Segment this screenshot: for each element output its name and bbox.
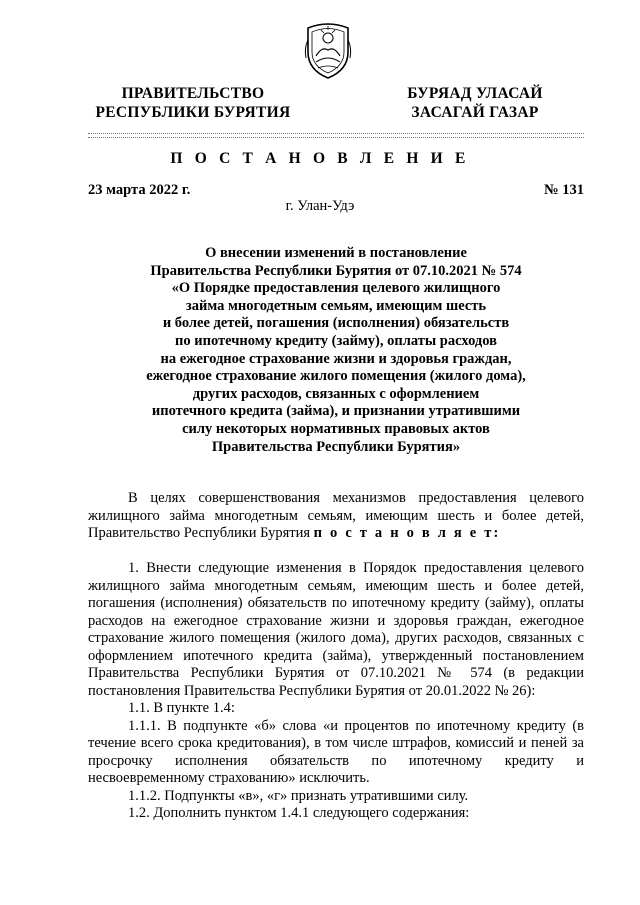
document-date: 23 марта 2022 г.: [88, 182, 191, 198]
document-body: [88, 490, 584, 823]
header-divider-top: [88, 133, 584, 134]
clause-1-1-1: 1.1.1. В подпункте «б» слова «и процентов по ипотечному кредиту (в течение всего срока кредитования), в том числе штрафов, комиссий и пеней за просрочку исполнения обязательств по ипотечному кредиту и несвоевременному страхованию» исключить.: [88, 717, 584, 786]
subject-line: и более детей, погашения (исполнения) обязательств: [162, 315, 510, 332]
subject-line: ипотечного кредита (займа), и признании утратившими: [151, 403, 521, 420]
government-name-buryat: [400, 84, 550, 122]
preamble-text: В целях совершенствования механизмов предоставления целевого жилищного займа многодетным семьям, имеющим шесть и более детей, Правительство Республики Бурятия: [88, 490, 584, 541]
header-divider-bottom: [88, 137, 584, 138]
org-bua-line1: БУРЯАД УЛАСАЙ: [407, 85, 543, 102]
subject-line: Правительства Республики Бурятия»: [211, 438, 461, 455]
document-type-title: П О С Т А Н О В Л Е Н И Е: [170, 150, 470, 167]
subject-line: по ипотечному кредиту (займу), оплаты расходов: [175, 332, 497, 349]
subject-line: на ежегодное страхование жизни и здоровья граждан,: [160, 350, 512, 367]
preamble-paragraph: [88, 490, 584, 543]
subject-line: силу некоторых нормативных правовых актов: [182, 420, 490, 437]
subject-line: Правительства Республики Бурятия от 07.10.2021 № 574: [150, 262, 522, 279]
clause-1-2: 1.2. Дополнить пунктом 1.4.1 следующего содержания:: [128, 805, 470, 821]
government-name-russian: [88, 84, 298, 122]
document-number: № 131: [544, 182, 584, 198]
republic-coat-of-arms-emblem: [300, 18, 356, 80]
paragraph-gap: [88, 543, 584, 561]
subject-line: О внесении изменений в постановление: [205, 245, 467, 261]
clause-1: 1. Внести следующие изменения в Порядок предоставления целевого жилищного займа многодетным семьям, имеющим шесть и более детей, погашения (исполнения) обязательств по ипотечному кредиту (займу), оплаты расходов на ежегодное страхование жизни и здоровья граждан, ежегодное страхование жилого помещения (жилого дома), других расходов, связанных с оформлением ипотечного кредита (займа), утвержденный постановлением Правительства Республики Бурятия от 07.10.2021 № 574 (в редакции постановления Правительства Республики Бурятия от 20.01.2022 № 26):: [88, 560, 584, 699]
subject-line: «О Порядке предоставления целевого жилищного: [171, 280, 501, 297]
decree-word: п о с т а н о в л я е т:: [313, 525, 501, 541]
document-subject: [88, 245, 584, 456]
subject-line: ежегодное страхование жилого помещения (жилого дома),: [146, 368, 526, 385]
org-ru-line1: ПРАВИТЕЛЬСТВО: [121, 85, 265, 102]
subject-line: займа многодетным семьям, имеющим шесть: [185, 297, 487, 314]
subject-line: других расходов, связанных с оформлением: [192, 385, 480, 402]
clause-1-1-2: 1.1.2. Подпункты «в», «г» признать утратившими силу.: [128, 787, 469, 804]
org-ru-line2: РЕСПУБЛИКИ БУРЯТИЯ: [95, 104, 291, 121]
clause-1-1: 1.1. В пункте 1.4:: [128, 700, 235, 716]
document-city: г. Улан-Удэ: [285, 198, 355, 214]
org-bua-line2: ЗАСАГАЙ ГАЗАР: [411, 104, 539, 121]
